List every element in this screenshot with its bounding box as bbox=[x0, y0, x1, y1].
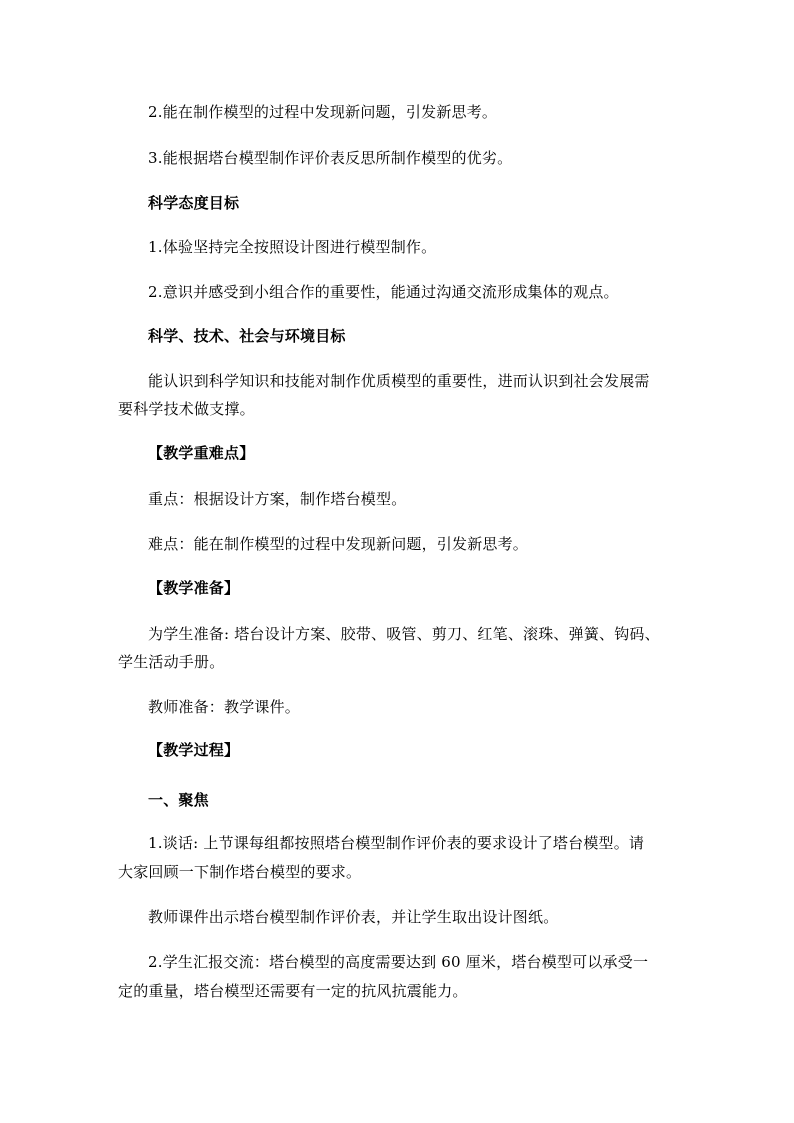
process-heading: 【教学过程】 bbox=[148, 741, 240, 759]
teacher-action: 教师课件出示塔台模型制作评价表，并让学生取出设计图纸。 bbox=[148, 908, 559, 926]
difficult-point: 难点：能在制作模型的过程中发现新问题，引发新思考。 bbox=[148, 535, 529, 553]
attitude-heading: 科学态度目标 bbox=[148, 194, 240, 212]
student-preparation-line-1: 为学生准备: 塔台设计方案、胶带、吸管、剪刀、红笔、滚珠、弹簧、钩码、 bbox=[148, 625, 660, 643]
section-focus-heading: 一、聚焦 bbox=[148, 791, 209, 809]
step-1-line-1: 1.谈话: 上节课每组都按照塔台模型制作评价表的要求设计了塔台模型。请 bbox=[148, 834, 645, 852]
objective-item-3: 3.能根据塔台模型制作评价表反思所制作模型的优劣。 bbox=[148, 149, 513, 167]
preparation-heading: 【教学准备】 bbox=[148, 579, 240, 597]
key-point: 重点：根据设计方案，制作塔台模型。 bbox=[148, 490, 407, 508]
stse-paragraph-line-2: 要科学技术做支撑。 bbox=[118, 400, 255, 418]
student-preparation-line-2: 学生活动手册。 bbox=[118, 653, 225, 671]
teacher-preparation: 教师准备：教学课件。 bbox=[148, 698, 301, 716]
step-2-line-1: 2.学生汇报交流：塔台模型的高度需要达到 60 厘米，塔台模型可以承受一 bbox=[148, 953, 649, 971]
stse-heading: 科学、技术、社会与环境目标 bbox=[148, 327, 346, 345]
step-1-line-2: 大家回顾一下制作塔台模型的要求。 bbox=[118, 863, 362, 881]
attitude-item-1: 1.体验坚持完全按照设计图进行模型制作。 bbox=[148, 238, 437, 256]
key-points-heading: 【教学重难点】 bbox=[148, 444, 255, 462]
step-2-line-2: 定的重量，塔台模型还需要有一定的抗风抗震能力。 bbox=[118, 982, 468, 1000]
objective-item-2: 2.能在制作模型的过程中发现新问题，引发新思考。 bbox=[148, 103, 498, 121]
stse-paragraph-line-1: 能认识到科学知识和技能对制作优质模型的重要性，进而认识到社会发展需 bbox=[148, 372, 650, 390]
attitude-item-2: 2.意识并感受到小组合作的重要性，能通过沟通交流形成集体的观点。 bbox=[148, 283, 619, 301]
